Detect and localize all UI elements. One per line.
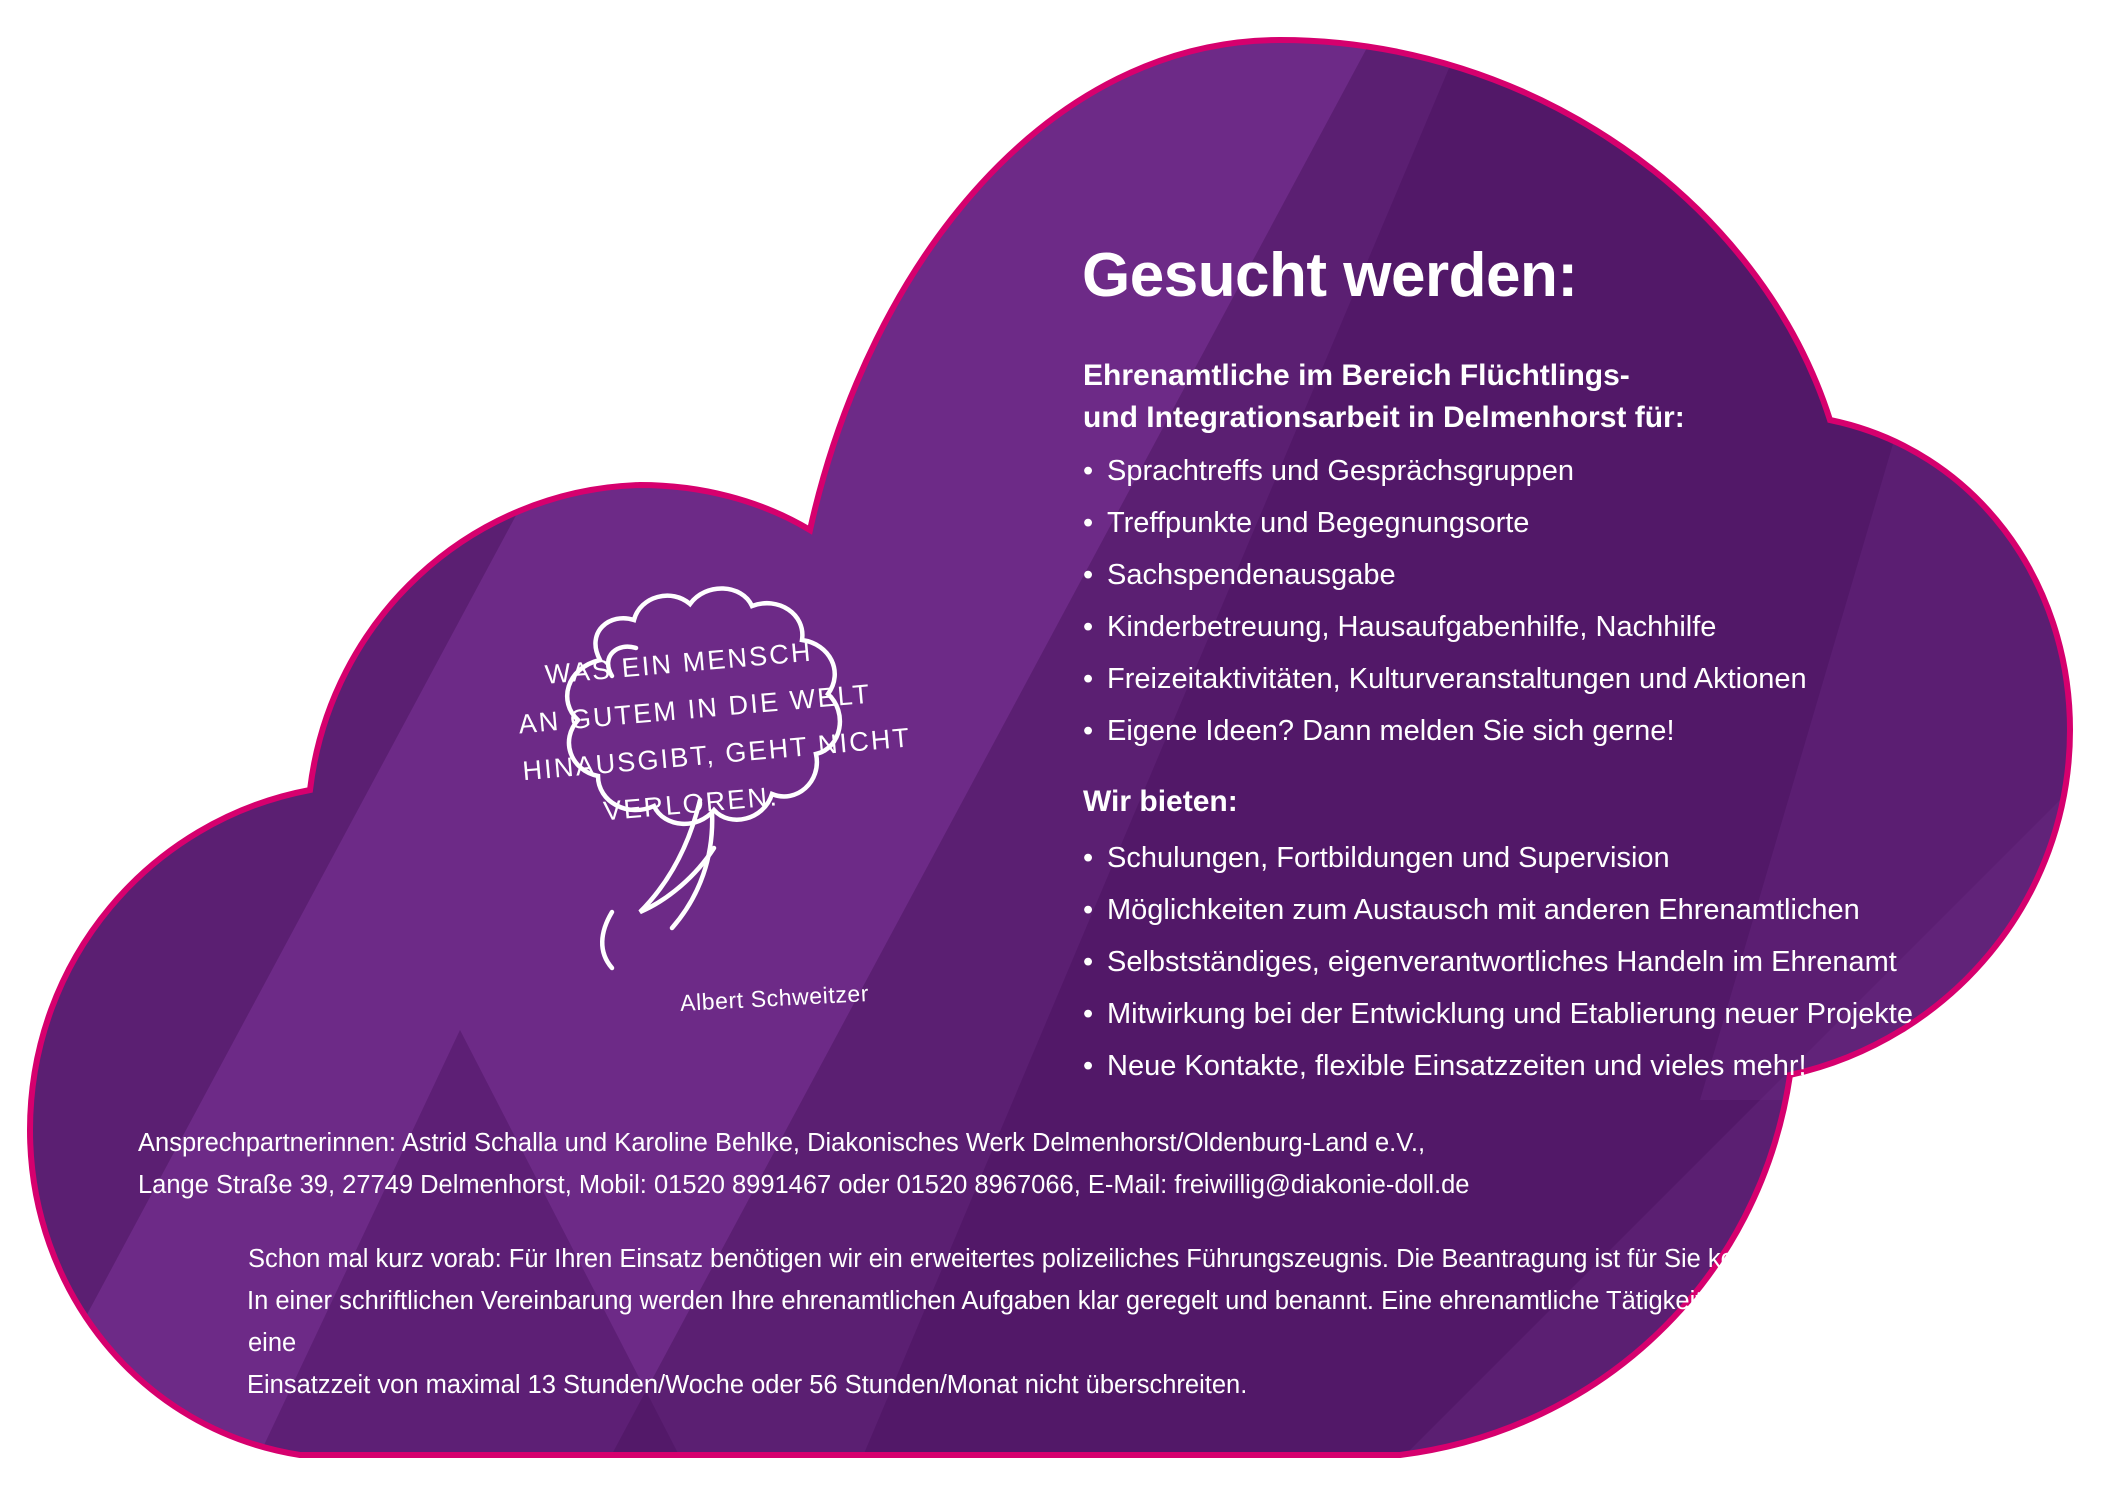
contact-info (138, 1122, 1470, 1206)
fineprint-line-3: Einsatzzeit von maximal 13 Stunden/Woche oder 56 Stunden/Monat nicht überschreiten. (247, 1371, 1248, 1399)
list-item-label: Treffpunkte und Begegnungsorte (1107, 507, 1530, 539)
list-item (1083, 549, 1807, 601)
offer-list (1083, 832, 1913, 1092)
bullet-icon: • (1083, 455, 1094, 487)
list-item-label: Mitwirkung bei der Entwicklung und Etablierung neuer Projekte (1107, 998, 1913, 1030)
list-item-label: Selbstständiges, eigenverantwortliches Handeln im Ehrenamt (1107, 946, 1897, 978)
subheading-line-2: und Integrationsarbeit in Delmenhorst für: (1083, 401, 1685, 434)
list-item-label: Eigene Ideen? Dann melden Sie sich gerne! (1107, 715, 1675, 747)
quote-block (517, 636, 990, 1040)
list-item (1083, 936, 1913, 988)
list-item-label: Möglichkeiten zum Austausch mit anderen Ehrenamtlichen (1107, 894, 1860, 926)
quote-line-1: WAS EIN MENSCH (543, 636, 814, 690)
quote-line-4: VERLOREN. (602, 781, 780, 827)
list-item (1083, 653, 1807, 705)
fineprint-line-2: In einer schriftlichen Vereinbarung werden Ihre ehrenamtlichen Aufgaben klar geregelt und benannt. Eine ehrenamtliche Tätigkeit darf i.d.R. eine (247, 1287, 1820, 1357)
list-item (1083, 988, 1913, 1040)
list-item (1083, 497, 1807, 549)
list-item (1083, 884, 1913, 936)
list-item-label: Neue Kontakte, flexible Einsatzzeiten und vieles mehr! (1107, 1050, 1807, 1082)
contact-line-2: Lange Straße 39, 27749 Delmenhorst, Mobil: 01520 8991467 oder 01520 8967066, E-Mail: freiwillig@diakonie-doll.de (138, 1171, 1470, 1199)
list-item-label: Sprachtreffs und Gesprächsgruppen (1107, 455, 1574, 487)
page-title: Gesucht werden: (1082, 241, 1578, 310)
list-item-label: Sachspendenausgabe (1107, 559, 1396, 591)
quote-line-3: HINAUSGIBT, GEHT NICHT (521, 722, 913, 787)
bullet-icon: • (1083, 663, 1094, 695)
fineprint-line-1: Für Ihren Einsatz benötigen wir ein erweitertes polizeiliches Führungszeugnis. Die Beantragung ist für Sie kostenlos. (501, 1245, 1823, 1273)
list-item (1083, 1040, 1913, 1092)
contact-line-1: Astrid Schalla und Karoline Behlke, Diakonisches Werk Delmenhorst/Oldenburg-Land e.V., (396, 1129, 1426, 1157)
quote-line-2: AN GUTEM IN DIE WELT (517, 678, 873, 740)
bullet-icon: • (1083, 507, 1094, 539)
bullet-icon: • (1083, 611, 1094, 643)
bullet-icon: • (1083, 715, 1094, 747)
contact-label: Ansprechpartnerinnen: (138, 1129, 397, 1157)
bullet-icon: • (1083, 1050, 1094, 1082)
list-item (1083, 705, 1807, 757)
list-item-label: Kinderbetreuung, Hausaufgabenhilfe, Nachhilfe (1107, 611, 1717, 643)
list-item-label: Schulungen, Fortbildungen und Supervision (1107, 842, 1670, 874)
fineprint-note (248, 1238, 1868, 1406)
bullet-icon: • (1083, 894, 1094, 926)
wanted-activities-list (1083, 445, 1807, 757)
bullet-icon: • (1083, 559, 1094, 591)
offer-section-title: Wir bieten: (1083, 785, 1238, 818)
list-item (1083, 445, 1807, 497)
quote-text (512, 626, 913, 842)
list-item (1083, 832, 1913, 884)
quote-author: Albert Schweitzer (679, 980, 870, 1016)
bullet-icon: • (1083, 842, 1094, 874)
bullet-icon: • (1083, 946, 1094, 978)
bullet-icon: • (1083, 998, 1094, 1030)
list-item-label: Freizeitaktivitäten, Kulturveranstaltungen und Aktionen (1107, 663, 1807, 695)
fineprint-label: Schon mal kurz vorab: (248, 1245, 502, 1273)
subheading-line-1: Ehrenamtliche im Bereich Flüchtlings- (1083, 359, 1630, 392)
list-item (1083, 601, 1807, 653)
subheading (1083, 355, 1685, 439)
